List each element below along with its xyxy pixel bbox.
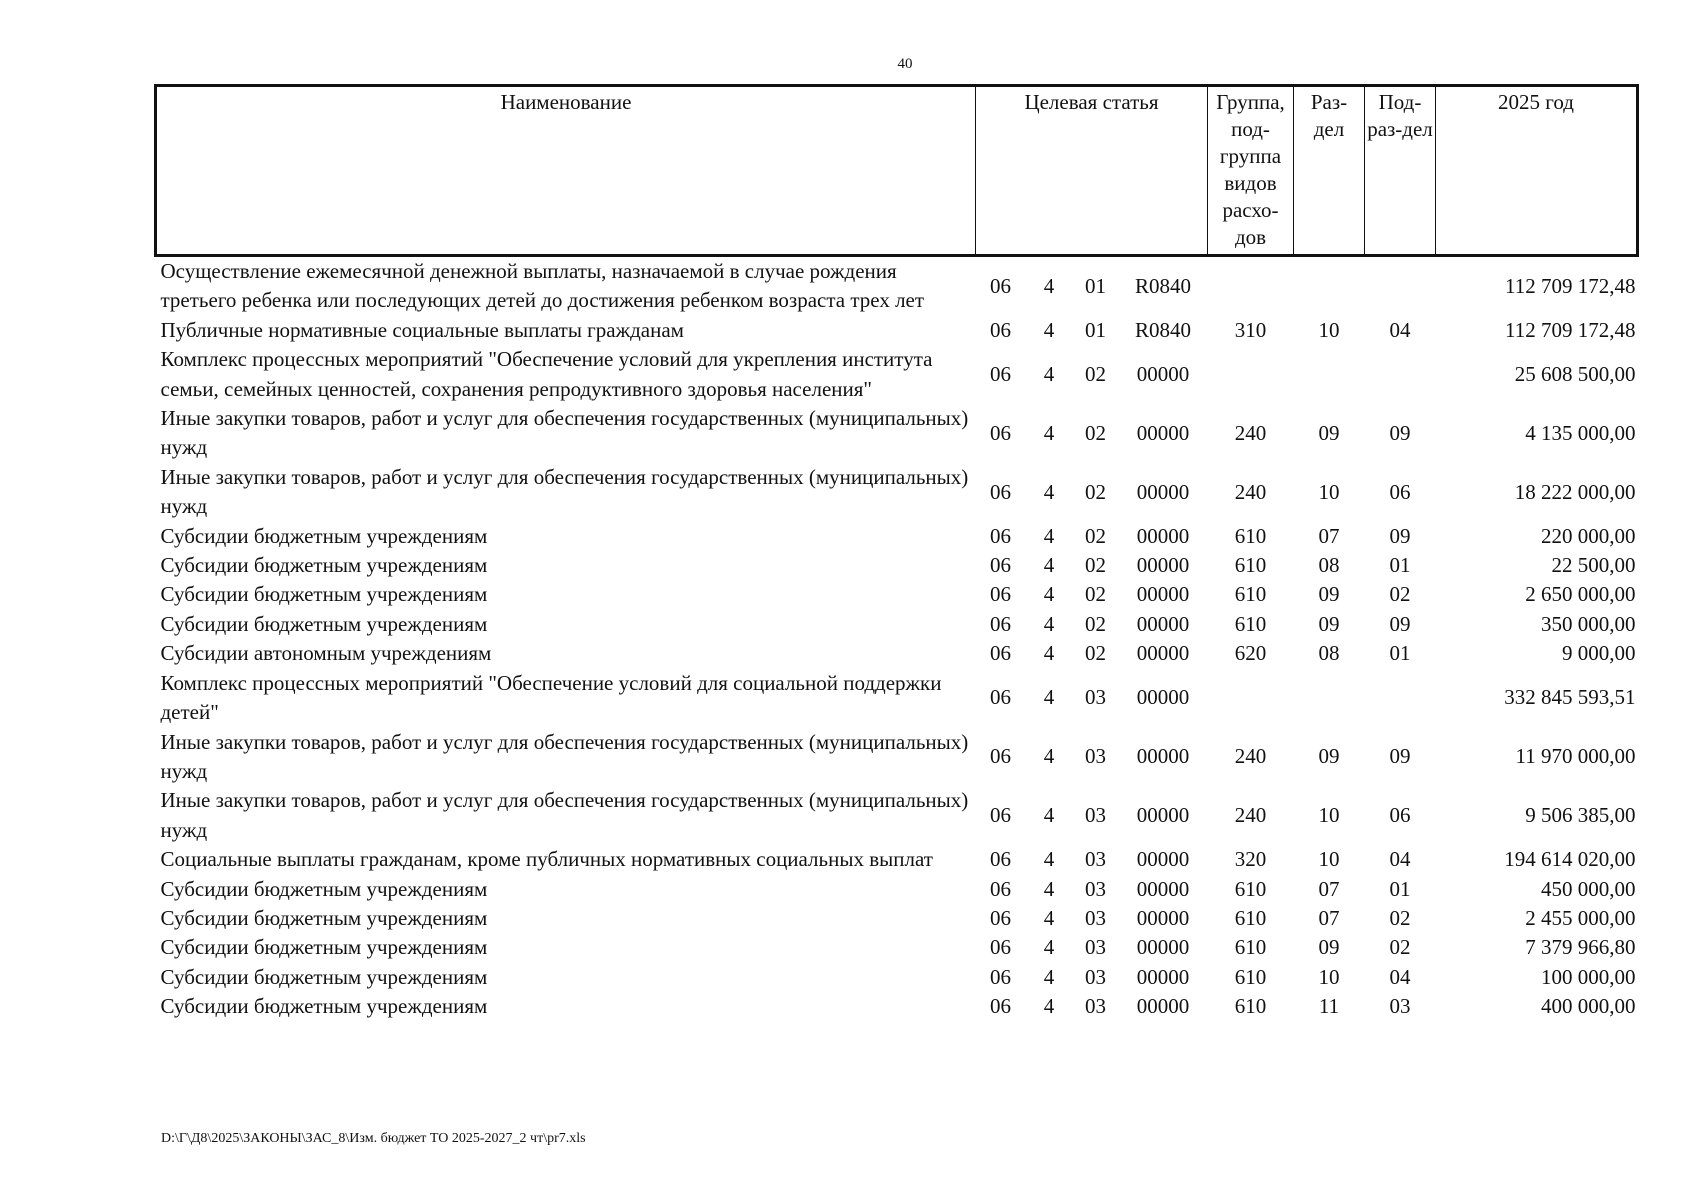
amount-2025: 7 379 966,80 bbox=[1525, 935, 1636, 960]
code-program: 06 bbox=[990, 523, 1011, 548]
code-program: 06 bbox=[990, 361, 1011, 386]
amount-2025: 112 709 172,48 bbox=[1505, 273, 1636, 298]
budget-table bbox=[154, 84, 1639, 1022]
code-type: 4 bbox=[1043, 905, 1055, 930]
code-complex: 01 bbox=[1085, 317, 1106, 342]
code-type: 4 bbox=[1043, 479, 1055, 504]
section: 09 bbox=[1318, 420, 1340, 445]
row-name: Субсидии бюджетным учреждениям bbox=[160, 994, 488, 1019]
table-row bbox=[156, 404, 1638, 463]
expense-group: 610 bbox=[1234, 964, 1267, 989]
subsection: 01 bbox=[1389, 876, 1411, 901]
amount-2025: 25 608 500,00 bbox=[1514, 361, 1636, 386]
code-type: 4 bbox=[1043, 420, 1055, 445]
header-subsection: Под-раз-дел bbox=[1365, 86, 1436, 256]
table-row bbox=[156, 669, 1638, 728]
amount-2025: 22 500,00 bbox=[1551, 553, 1636, 578]
table-row bbox=[156, 463, 1638, 522]
section: 10 bbox=[1318, 803, 1340, 828]
table-row bbox=[156, 522, 1638, 551]
amount-2025: 400 000,00 bbox=[1541, 994, 1636, 1019]
header-group: Группа, под-группа видов расхо-дов bbox=[1208, 86, 1294, 256]
code-complex: 03 bbox=[1085, 935, 1106, 960]
row-name: Осуществление ежемесячной денежной выплаты, назначаемой в случае рождения третьего ребенка или последующих детей до достижения ребенком возраста трех лет bbox=[160, 259, 925, 313]
code-complex: 02 bbox=[1085, 641, 1106, 666]
code-type: 4 bbox=[1043, 553, 1055, 578]
section: 10 bbox=[1318, 317, 1340, 342]
code-program: 06 bbox=[990, 876, 1011, 901]
section: 10 bbox=[1318, 964, 1340, 989]
code-complex: 02 bbox=[1085, 523, 1106, 548]
section: 07 bbox=[1318, 523, 1340, 548]
table-row bbox=[156, 786, 1638, 845]
code-direction: 00000 bbox=[1136, 964, 1190, 989]
expense-group: 610 bbox=[1234, 994, 1267, 1019]
code-direction: 00000 bbox=[1136, 685, 1190, 710]
expense-group: 240 bbox=[1234, 803, 1267, 828]
code-direction: R0840 bbox=[1134, 317, 1191, 342]
subsection: 09 bbox=[1389, 523, 1411, 548]
code-direction: 00000 bbox=[1136, 479, 1190, 504]
code-type: 4 bbox=[1043, 582, 1055, 607]
code-complex: 03 bbox=[1085, 847, 1106, 872]
code-direction: 00000 bbox=[1136, 523, 1190, 548]
code-type: 4 bbox=[1043, 641, 1055, 666]
code-direction: R0840 bbox=[1134, 273, 1191, 298]
code-program: 06 bbox=[990, 420, 1011, 445]
code-type: 4 bbox=[1043, 361, 1055, 386]
row-name: Субсидии бюджетным учреждениям bbox=[160, 964, 488, 989]
section: 07 bbox=[1318, 876, 1340, 901]
table-row bbox=[156, 933, 1638, 962]
code-program: 06 bbox=[990, 905, 1011, 930]
section: 08 bbox=[1318, 553, 1340, 578]
page-number: 40 bbox=[897, 56, 913, 72]
amount-2025: 4 135 000,00 bbox=[1525, 420, 1636, 445]
code-complex: 02 bbox=[1085, 553, 1106, 578]
code-complex: 03 bbox=[1085, 744, 1106, 769]
section: 11 bbox=[1318, 994, 1340, 1019]
code-program: 06 bbox=[990, 553, 1011, 578]
code-program: 06 bbox=[990, 964, 1011, 989]
subsection: 03 bbox=[1389, 994, 1411, 1019]
code-direction: 00000 bbox=[1136, 611, 1190, 636]
table-row bbox=[156, 256, 1638, 316]
code-complex: 02 bbox=[1085, 420, 1106, 445]
row-name: Иные закупки товаров, работ и услуг для обеспечения государственных (муниципальных) нужд bbox=[160, 788, 969, 842]
subsection: 02 bbox=[1389, 582, 1411, 607]
expense-group: 320 bbox=[1234, 847, 1267, 872]
code-program: 06 bbox=[990, 479, 1011, 504]
code-complex: 02 bbox=[1085, 361, 1106, 386]
code-complex: 03 bbox=[1085, 964, 1106, 989]
table-row bbox=[156, 551, 1638, 580]
code-complex: 01 bbox=[1085, 273, 1106, 298]
code-direction: 00000 bbox=[1136, 935, 1190, 960]
amount-2025: 450 000,00 bbox=[1541, 876, 1636, 901]
subsection: 04 bbox=[1389, 964, 1411, 989]
code-program: 06 bbox=[990, 611, 1011, 636]
header-target: Целевая статья bbox=[976, 86, 1208, 256]
subsection bbox=[1365, 345, 1436, 404]
amount-2025: 2 650 000,00 bbox=[1525, 582, 1636, 607]
amount-2025: 220 000,00 bbox=[1541, 523, 1636, 548]
code-direction: 00000 bbox=[1136, 361, 1190, 386]
amount-2025: 9 506 385,00 bbox=[1525, 803, 1636, 828]
expense-group: 610 bbox=[1234, 905, 1267, 930]
subsection: 06 bbox=[1389, 479, 1411, 504]
code-program: 06 bbox=[990, 582, 1011, 607]
code-complex: 03 bbox=[1085, 803, 1106, 828]
subsection: 02 bbox=[1389, 905, 1411, 930]
expense-group bbox=[1208, 669, 1294, 728]
row-name: Субсидии бюджетным учреждениям bbox=[160, 905, 488, 930]
amount-2025: 112 709 172,48 bbox=[1505, 317, 1636, 342]
row-name: Субсидии бюджетным учреждениям bbox=[160, 523, 488, 548]
row-name: Иные закупки товаров, работ и услуг для обеспечения государственных (муниципальных) нужд bbox=[160, 406, 969, 460]
subsection: 02 bbox=[1389, 935, 1411, 960]
expense-group: 310 bbox=[1234, 317, 1267, 342]
section: 09 bbox=[1318, 611, 1340, 636]
section: 09 bbox=[1318, 744, 1340, 769]
expense-group: 620 bbox=[1234, 641, 1267, 666]
code-direction: 00000 bbox=[1136, 553, 1190, 578]
table-row bbox=[156, 992, 1638, 1021]
row-name: Субсидии бюджетным учреждениям bbox=[160, 935, 488, 960]
code-program: 06 bbox=[990, 317, 1011, 342]
subsection: 09 bbox=[1389, 744, 1411, 769]
amount-2025: 11 970 000,00 bbox=[1515, 744, 1636, 769]
header-name: Наименование bbox=[156, 86, 976, 256]
expense-group: 610 bbox=[1234, 935, 1267, 960]
amount-2025: 2 455 000,00 bbox=[1525, 905, 1636, 930]
section: 10 bbox=[1318, 479, 1340, 504]
code-direction: 00000 bbox=[1136, 847, 1190, 872]
code-type: 4 bbox=[1043, 994, 1055, 1019]
code-direction: 00000 bbox=[1136, 905, 1190, 930]
code-program: 06 bbox=[990, 994, 1011, 1019]
section bbox=[1294, 345, 1365, 404]
code-type: 4 bbox=[1043, 317, 1055, 342]
code-type: 4 bbox=[1043, 935, 1055, 960]
code-complex: 02 bbox=[1085, 582, 1106, 607]
row-name: Публичные нормативные социальные выплаты гражданам bbox=[160, 317, 684, 342]
subsection bbox=[1365, 669, 1436, 728]
row-name: Субсидии бюджетным учреждениям bbox=[160, 582, 488, 607]
code-direction: 00000 bbox=[1136, 994, 1190, 1019]
section bbox=[1294, 256, 1365, 316]
code-type: 4 bbox=[1043, 685, 1055, 710]
expense-group: 610 bbox=[1234, 523, 1267, 548]
code-direction: 00000 bbox=[1136, 420, 1190, 445]
section: 09 bbox=[1318, 935, 1340, 960]
code-type: 4 bbox=[1043, 847, 1055, 872]
code-program: 06 bbox=[990, 847, 1011, 872]
code-direction: 00000 bbox=[1136, 641, 1190, 666]
code-type: 4 bbox=[1043, 803, 1055, 828]
table-row bbox=[156, 610, 1638, 639]
subsection: 06 bbox=[1389, 803, 1411, 828]
code-program: 06 bbox=[990, 935, 1011, 960]
amount-2025: 9 000,00 bbox=[1562, 641, 1636, 666]
code-program: 06 bbox=[990, 273, 1011, 298]
table-row bbox=[156, 580, 1638, 609]
code-type: 4 bbox=[1043, 964, 1055, 989]
header-section: Раз-дел bbox=[1294, 86, 1365, 256]
table-row bbox=[156, 639, 1638, 668]
code-direction: 00000 bbox=[1136, 744, 1190, 769]
code-complex: 03 bbox=[1085, 876, 1106, 901]
subsection: 04 bbox=[1389, 317, 1411, 342]
code-complex: 03 bbox=[1085, 685, 1106, 710]
expense-group bbox=[1208, 345, 1294, 404]
row-name: Субсидии бюджетным учреждениям bbox=[160, 553, 488, 578]
subsection: 01 bbox=[1389, 641, 1411, 666]
expense-group: 240 bbox=[1234, 479, 1267, 504]
subsection: 01 bbox=[1389, 553, 1411, 578]
code-type: 4 bbox=[1043, 611, 1055, 636]
row-name: Субсидии бюджетным учреждениям bbox=[160, 876, 488, 901]
row-name: Иные закупки товаров, работ и услуг для обеспечения государственных (муниципальных) нужд bbox=[160, 464, 969, 519]
table-row bbox=[156, 875, 1638, 904]
code-complex: 02 bbox=[1085, 479, 1106, 504]
code-program: 06 bbox=[990, 685, 1011, 710]
subsection: 09 bbox=[1389, 611, 1411, 636]
code-complex: 02 bbox=[1085, 611, 1106, 636]
expense-group: 610 bbox=[1234, 553, 1267, 578]
code-direction: 00000 bbox=[1136, 803, 1190, 828]
row-name: Субсидии бюджетным учреждениям bbox=[160, 611, 488, 636]
row-name: Иные закупки товаров, работ и услуг для обеспечения государственных (муниципальных) нужд bbox=[160, 729, 969, 783]
row-name: Субсидии автономным учреждениям bbox=[160, 641, 492, 666]
subsection bbox=[1365, 256, 1436, 316]
row-name: Комплекс процессных мероприятий "Обеспечение условий для укрепления института семьи, семейных ценностей, сохранения репродуктивного здоровья населения" bbox=[160, 347, 933, 401]
row-name: Комплекс процессных мероприятий "Обеспечение условий для социальной поддержки детей" bbox=[160, 670, 942, 725]
expense-group: 610 bbox=[1234, 611, 1267, 636]
code-complex: 03 bbox=[1085, 905, 1106, 930]
code-type: 4 bbox=[1043, 876, 1055, 901]
table-row bbox=[156, 845, 1638, 874]
expense-group: 610 bbox=[1234, 876, 1267, 901]
code-type: 4 bbox=[1043, 744, 1055, 769]
code-program: 06 bbox=[990, 803, 1011, 828]
table-row bbox=[156, 345, 1638, 404]
table-row bbox=[156, 904, 1638, 933]
code-program: 06 bbox=[990, 744, 1011, 769]
code-type: 4 bbox=[1043, 523, 1055, 548]
section bbox=[1294, 669, 1365, 728]
section: 10 bbox=[1318, 847, 1340, 872]
subsection: 09 bbox=[1389, 420, 1411, 445]
expense-group: 240 bbox=[1234, 744, 1267, 769]
section: 08 bbox=[1318, 641, 1340, 666]
table-header bbox=[156, 86, 1638, 256]
row-name: Социальные выплаты гражданам, кроме публичных нормативных социальных выплат bbox=[160, 847, 933, 872]
expense-group: 610 bbox=[1234, 582, 1267, 607]
code-direction: 00000 bbox=[1136, 582, 1190, 607]
code-direction: 00000 bbox=[1136, 876, 1190, 901]
amount-2025: 194 614 020,00 bbox=[1504, 847, 1636, 872]
amount-2025: 18 222 000,00 bbox=[1514, 479, 1636, 504]
code-complex: 03 bbox=[1085, 994, 1106, 1019]
header-year: 2025 год bbox=[1436, 86, 1638, 256]
table-row bbox=[156, 963, 1638, 992]
section: 09 bbox=[1318, 582, 1340, 607]
amount-2025: 350 000,00 bbox=[1541, 611, 1636, 636]
expense-group bbox=[1208, 256, 1294, 316]
table-row bbox=[156, 316, 1638, 345]
subsection: 04 bbox=[1389, 847, 1411, 872]
expense-group: 240 bbox=[1234, 420, 1267, 445]
amount-2025: 100 000,00 bbox=[1541, 964, 1636, 989]
table-row bbox=[156, 728, 1638, 787]
code-program: 06 bbox=[990, 641, 1011, 666]
file-path-footer: D:\Г\Д8\2025\ЗАКОНЫ\ЗАС_8\Изм. бюджет ТО 2025-2027_2 чт\pr7.xls bbox=[161, 1131, 586, 1146]
amount-2025: 332 845 593,51 bbox=[1504, 685, 1636, 710]
section: 07 bbox=[1318, 905, 1340, 930]
code-type: 4 bbox=[1043, 273, 1055, 298]
